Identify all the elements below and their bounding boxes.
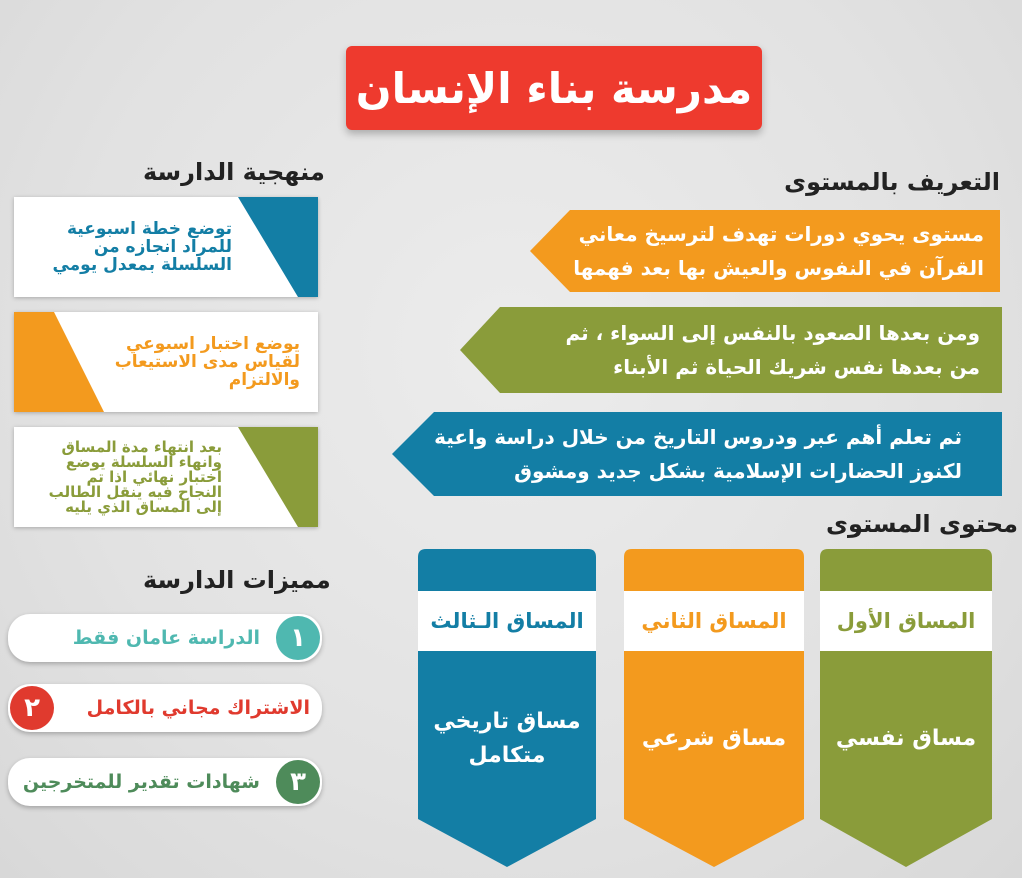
banner-line: لكنوز الحضارات الإسلامية بشكل جديد ومشوق [514,459,962,483]
card-line: للمراد انجازه من [93,237,232,257]
card-line: إلى المساق الذي يليه [65,497,222,516]
card-line: اختبار نهائي اذا تم [86,467,222,486]
banner-line: القرآن في النفوس والعيش بها بعد فهمها [573,256,984,280]
card-line: والالتزام [228,370,300,390]
banner-line: من بعدها نفس شريك الحياة ثم الأبناء [613,355,980,379]
content-heading: محتوى المستوى [826,510,1018,538]
methodology-card [14,197,318,297]
card-line: توضع خطة اسبوعية [66,219,232,239]
banner-line: ثم تعلم أهم عبر ودروس التاريخ من خلال دراسة واعية [434,425,962,449]
track-card-first [820,549,992,867]
features-heading: مميزات الدارسة [143,566,331,594]
track-card-second [624,549,804,867]
track-description: مساق نفسي [835,726,977,751]
definition-banner [530,210,1000,292]
banner-line: ومن بعدها الصعود بالنفس إلى السواء ، ثم [565,321,980,345]
card-line: السلسلة بمعدل يومي [52,255,232,275]
methodology-card [14,427,318,527]
track-description: متكامل [468,743,546,768]
feature-label: الاشتراك مجاني بالكامل [86,697,310,719]
card-line: بعد انتهاء مدة المساق [61,437,222,456]
track-description: مساق شرعي [641,726,787,751]
feature-item [8,758,322,806]
definition-banner [392,412,1002,496]
feature-item [8,614,322,662]
feature-number-badge: ١ [276,616,320,660]
track-title: المساق الأول [820,591,992,651]
track-description: مساق تاريخي [433,709,581,734]
track-title: المساق الثاني [624,591,804,651]
card-line: يوضع اختبار اسبوعي [125,334,300,354]
feature-number-badge: ٣ [276,760,320,804]
card-line: لقياس مدى الاستيعاب [114,352,300,372]
card-line: النجاح فيه ينقل الطالب [48,482,222,501]
page-title: مدرسة بناء الإنسان [346,46,762,130]
feature-number-badge: ٢ [10,686,54,730]
card-line: وانهاء السلسلة يوضع [65,452,222,471]
track-title: المساق الـثالث [418,591,596,651]
definition-banner [460,307,1002,393]
feature-label: الدراسة عامان فقط [72,627,260,649]
methodology-heading: منهجية الدارسة [143,158,325,186]
methodology-card [14,312,318,412]
banner-line: مستوى يحوي دورات تهدف لترسيخ معاني [578,222,984,246]
track-card-third [418,549,596,867]
feature-item [8,684,322,732]
definition-heading: التعريف بالمستوى [784,168,1000,196]
feature-label: شهادات تقدير للمتخرجين [22,771,260,793]
